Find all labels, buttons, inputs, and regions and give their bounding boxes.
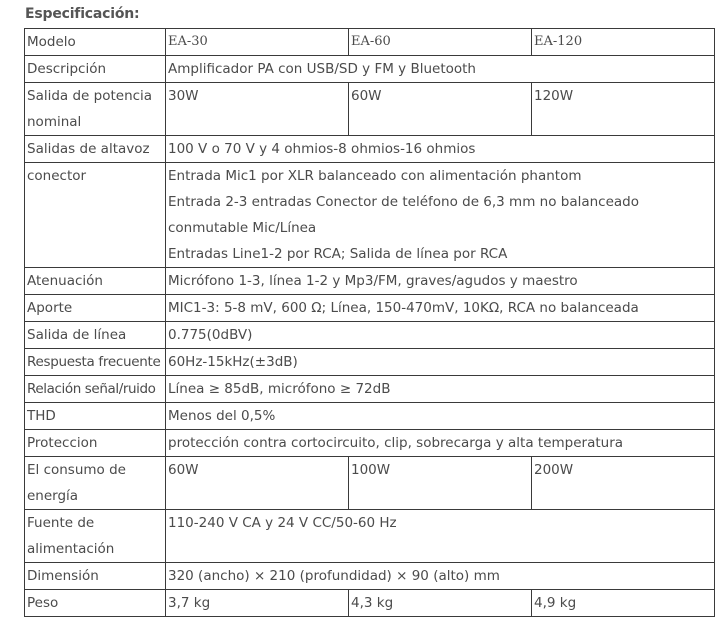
potencia-ea30: 30W	[166, 83, 349, 136]
peso-ea60: 4,3 kg	[349, 590, 532, 617]
conector-line-2: Entrada 2-3 entradas Conector de teléfono de 6,3 mm no balanceado conmutable Mic/Línea	[168, 194, 640, 236]
potencia-ea60: 60W	[349, 83, 532, 136]
modelo-ea30: EA-30	[166, 29, 349, 56]
consumo-ea120: 200W	[532, 457, 715, 510]
row-dimension	[25, 563, 715, 590]
value-respuesta: 60Hz-15kHz(±3dB)	[166, 349, 715, 376]
peso-ea120: 4,9 kg	[532, 590, 715, 617]
conector-line-1: Entrada Mic1 por XLR balanceado con alimentación phantom	[168, 168, 582, 184]
label-consumo: El consumo de energía	[25, 457, 166, 510]
label-atenuacion: Atenuación	[25, 268, 166, 295]
peso-ea30: 3,7 kg	[166, 590, 349, 617]
potencia-ea120: 120W	[532, 83, 715, 136]
row-modelo	[25, 29, 715, 56]
value-relacion: Línea ≥ 85dB, micrófono ≥ 72dB	[166, 376, 715, 403]
value-salidas-altavoz: 100 V o 70 V y 4 ohmios-8 ohmios-16 ohmios	[166, 136, 715, 163]
value-conector	[166, 163, 715, 268]
label-peso: Peso	[25, 590, 166, 617]
consumo-ea30: 60W	[166, 457, 349, 510]
spec-heading: Especificación:	[25, 6, 140, 22]
row-atenuacion	[25, 268, 715, 295]
row-salida-potencia	[25, 83, 715, 136]
label-dimension: Dimensión	[25, 563, 166, 590]
value-fuente: 110-240 V CA y 24 V CC/50-60 Hz	[166, 510, 715, 563]
row-aporte	[25, 295, 715, 322]
row-thd	[25, 403, 715, 430]
value-dimension: 320 (ancho) × 210 (profundidad) × 90 (alto) mm	[166, 563, 715, 590]
conector-line-3: Entradas Line1-2 por RCA; Salida de línea por RCA	[168, 246, 508, 262]
row-conector	[25, 163, 715, 268]
row-peso	[25, 590, 715, 617]
row-salidas-altavoz	[25, 136, 715, 163]
value-proteccion: protección contra cortocircuito, clip, sobrecarga y alta temperatura	[166, 430, 715, 457]
row-relacion	[25, 376, 715, 403]
value-atenuacion: Micrófono 1-3, línea 1-2 y Mp3/FM, graves/agudos y maestro	[166, 268, 715, 295]
row-fuente	[25, 510, 715, 563]
label-aporte: Aporte	[25, 295, 166, 322]
value-thd: Menos del 0,5%	[166, 403, 715, 430]
label-relacion: Relación señal/ruido	[25, 376, 166, 403]
label-modelo: Modelo	[25, 29, 166, 56]
row-consumo	[25, 457, 715, 510]
value-descripcion: Amplificador PA con USB/SD y FM y Bluetooth	[166, 56, 715, 83]
label-salidas-altavoz: Salidas de altavoz	[25, 136, 166, 163]
consumo-ea60: 100W	[349, 457, 532, 510]
label-salida-linea: Salida de línea	[25, 322, 166, 349]
label-conector: conector	[25, 163, 166, 268]
modelo-ea60: EA-60	[349, 29, 532, 56]
label-respuesta: Respuesta frecuente	[25, 349, 166, 376]
label-salida-potencia: Salida de potencia nominal	[25, 83, 166, 136]
label-descripcion: Descripción	[25, 56, 166, 83]
modelo-ea120: EA-120	[532, 29, 715, 56]
value-salida-linea: 0.775(0dBV)	[166, 322, 715, 349]
row-descripcion	[25, 56, 715, 83]
spec-table	[24, 28, 715, 617]
row-salida-linea	[25, 322, 715, 349]
label-proteccion: Proteccion	[25, 430, 166, 457]
value-aporte: MIC1-3: 5-8 mV, 600 Ω; Línea, 150-470mV, 10KΩ, RCA no balanceada	[166, 295, 715, 322]
label-fuente: Fuente de alimentación	[25, 510, 166, 563]
row-respuesta	[25, 349, 715, 376]
row-proteccion	[25, 430, 715, 457]
label-thd: THD	[25, 403, 166, 430]
